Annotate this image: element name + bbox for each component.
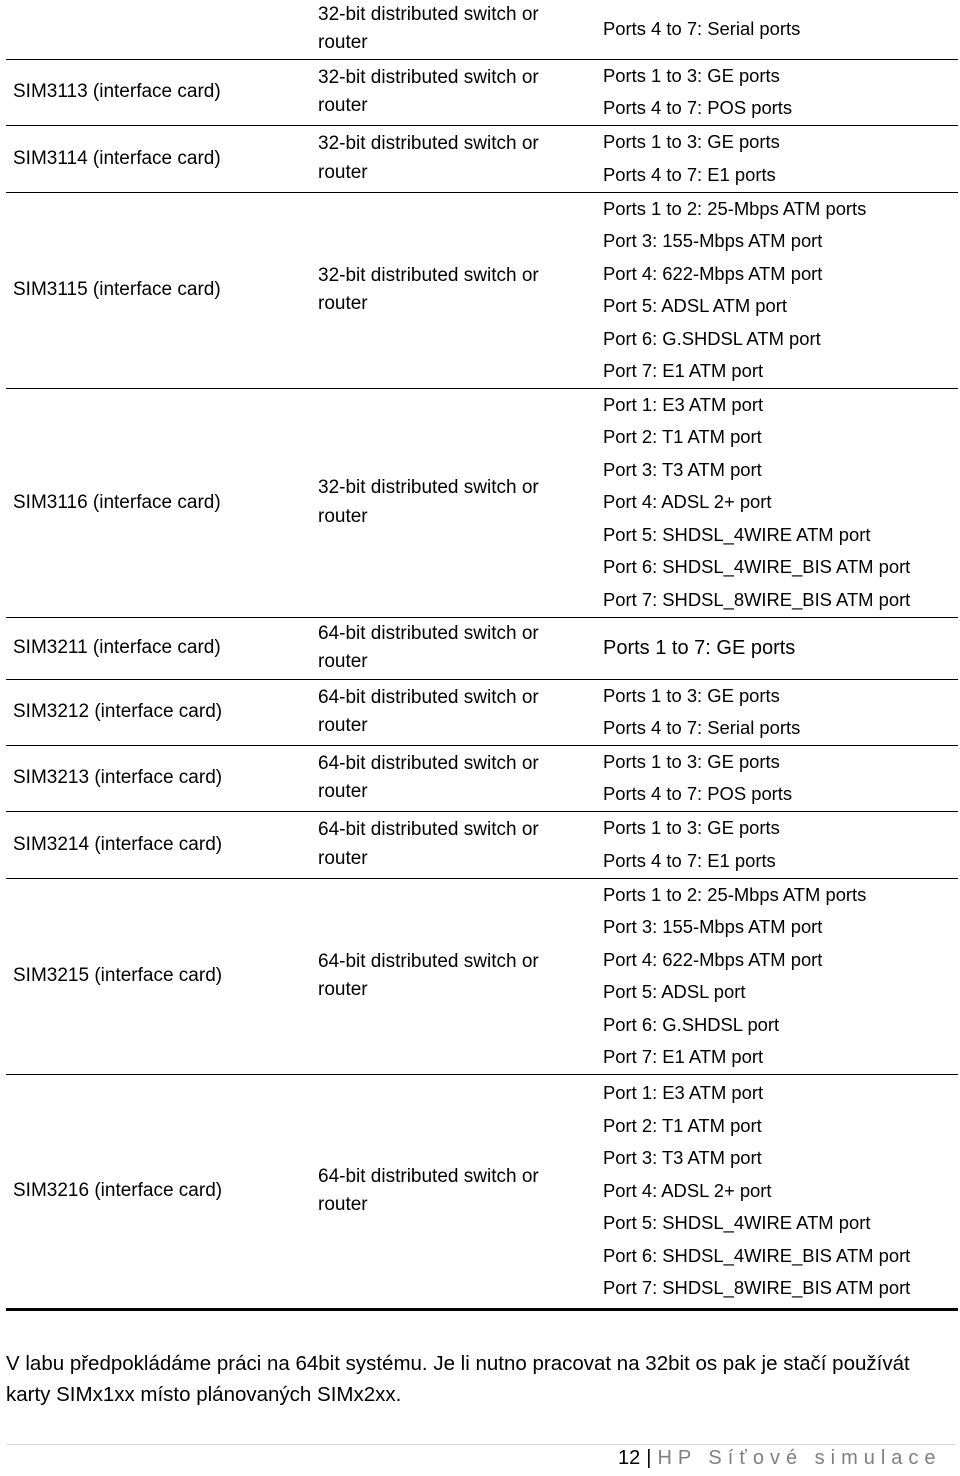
table-row — [6, 878, 958, 1074]
table-row — [6, 0, 958, 59]
sim-card-table-body — [6, 0, 958, 1309]
card-name-cell: SIM3216 (interface card) — [6, 1074, 312, 1309]
port-line: Port 7: SHDSL_8WIRE_BIS ATM port — [603, 1277, 911, 1299]
port-line: Port 4: ADSL 2+ port — [603, 1179, 772, 1201]
device-type-cell: 64-bit distributed switch or router — [312, 878, 599, 1074]
page-footer — [618, 1447, 942, 1470]
port-line: Port 7: E1 ATM port — [603, 360, 764, 381]
note-paragraph: V labu předpokládáme práci na 64bit systému. Je li nutno pracovat na 32bit os pak je stačí používát karty SIMx1xx místo plánovaných SIMx2xx. — [6, 1352, 910, 1406]
port-line: Port 2: T1 ATM port — [603, 426, 762, 448]
port-line: Port 6: G.SHDSL port — [603, 1013, 780, 1035]
card-name-cell: SIM3211 (interface card) — [6, 617, 312, 679]
ports-cell — [599, 192, 958, 388]
port-line: Ports 1 to 3: GE ports — [603, 684, 780, 706]
card-name-cell: SIM3116 (interface card) — [6, 388, 312, 617]
ports-cell — [599, 0, 958, 59]
port-line: Port 2: T1 ATM port — [603, 1114, 762, 1136]
port-line: Port 4: 622-Mbps ATM port — [603, 262, 823, 284]
card-name-cell: SIM3212 (interface card) — [6, 679, 312, 745]
port-line: Port 1: E3 ATM port — [603, 393, 764, 415]
port-line: Port 5: ADSL port — [603, 981, 746, 1002]
port-line: Ports 4 to 7: POS ports — [603, 783, 793, 804]
port-line: Ports 1 to 3: GE ports — [603, 64, 780, 86]
card-name-cell: SIM3213 (interface card) — [6, 745, 312, 811]
device-type-cell: 64-bit distributed switch or router — [312, 617, 599, 679]
device-type-cell: 32-bit distributed switch or router — [318, 3, 539, 54]
device-type-cell: 64-bit distributed switch or router — [312, 745, 599, 811]
device-type-cell: 32-bit distributed switch or router — [312, 125, 599, 192]
table-row — [6, 679, 958, 745]
port-line: Ports 1 to 3: GE ports — [603, 817, 780, 838]
card-name-cell: SIM3113 (interface card) — [6, 59, 312, 125]
port-line: Port 6: SHDSL_4WIRE_BIS ATM port — [603, 556, 911, 578]
port-line: Port 7: SHDSL_8WIRE_BIS ATM port — [603, 588, 911, 610]
ports-cell — [599, 1074, 958, 1309]
page-number: 12 — [618, 1447, 641, 1469]
table-row — [6, 125, 958, 192]
port-line: Port 6: SHDSL_4WIRE_BIS ATM port — [603, 1244, 911, 1266]
port-line: Ports 4 to 7: Serial ports — [603, 18, 801, 39]
ports-cell — [599, 745, 958, 811]
table-row — [6, 745, 958, 811]
port-line: Port 4: 622-Mbps ATM port — [603, 948, 823, 970]
port-line: Port 3: T3 ATM port — [603, 1147, 762, 1169]
device-type-cell: 32-bit distributed switch or router — [312, 59, 599, 125]
port-line: Port 3: 155-Mbps ATM port — [603, 230, 823, 251]
ports-cell — [599, 388, 958, 617]
table-row — [6, 59, 958, 125]
device-type-cell: 32-bit distributed switch or router — [312, 192, 599, 388]
ports-cell — [599, 617, 958, 679]
port-line: Ports 1 to 2: 25-Mbps ATM ports — [603, 197, 867, 219]
footer-separator: | — [646, 1447, 652, 1469]
port-line: Port 4: ADSL 2+ port — [603, 491, 772, 513]
sim-card-table — [6, 0, 958, 1311]
port-line: Ports 4 to 7: POS ports — [603, 97, 793, 118]
port-line: Port 3: T3 ATM port — [603, 458, 762, 480]
table-row — [6, 192, 958, 388]
port-line: Ports 1 to 3: GE ports — [603, 131, 780, 152]
ports-cell — [599, 125, 958, 192]
ports-cell — [599, 811, 958, 878]
port-line: Port 1: E3 ATM port — [603, 1082, 764, 1104]
port-line: Ports 1 to 2: 25-Mbps ATM ports — [603, 883, 867, 905]
port-line: Port 6: G.SHDSL ATM port — [603, 327, 821, 349]
port-line: Port 3: 155-Mbps ATM port — [603, 916, 823, 937]
table-row — [6, 617, 958, 679]
device-type-cell: 64-bit distributed switch or router — [312, 1074, 599, 1309]
port-line: Port 5: ADSL ATM port — [603, 295, 787, 316]
table-row — [6, 388, 958, 617]
card-name-cell: SIM3115 (interface card) — [6, 192, 312, 388]
card-name-cell: SIM3114 (interface card) — [6, 125, 312, 192]
footer-title: HP Síťové simulace — [657, 1447, 942, 1469]
ports-cell — [599, 878, 958, 1074]
port-line: Port 7: E1 ATM port — [603, 1046, 764, 1067]
ports-cell — [599, 59, 958, 125]
card-name-cell — [6, 0, 312, 59]
port-line: Ports 1 to 3: GE ports — [603, 750, 780, 772]
table-row — [6, 1074, 958, 1309]
device-type-cell: 64-bit distributed switch or router — [312, 811, 599, 878]
port-line: Ports 4 to 7: E1 ports — [603, 849, 776, 871]
port-line: Ports 4 to 7: Serial ports — [603, 717, 801, 738]
port-line: Ports 4 to 7: E1 ports — [603, 163, 776, 185]
card-name-cell: SIM3215 (interface card) — [6, 878, 312, 1074]
port-line: Port 5: SHDSL_4WIRE ATM port — [603, 1212, 871, 1234]
table-row — [6, 811, 958, 878]
footer-rule — [6, 1444, 956, 1445]
port-line: Port 5: SHDSL_4WIRE ATM port — [603, 523, 871, 545]
port-line: Ports 1 to 7: GE ports — [603, 636, 796, 659]
ports-cell — [599, 679, 958, 745]
device-type-cell: 64-bit distributed switch or router — [312, 679, 599, 745]
device-type-cell: 32-bit distributed switch or router — [312, 388, 599, 617]
card-name-cell: SIM3214 (interface card) — [6, 811, 312, 878]
